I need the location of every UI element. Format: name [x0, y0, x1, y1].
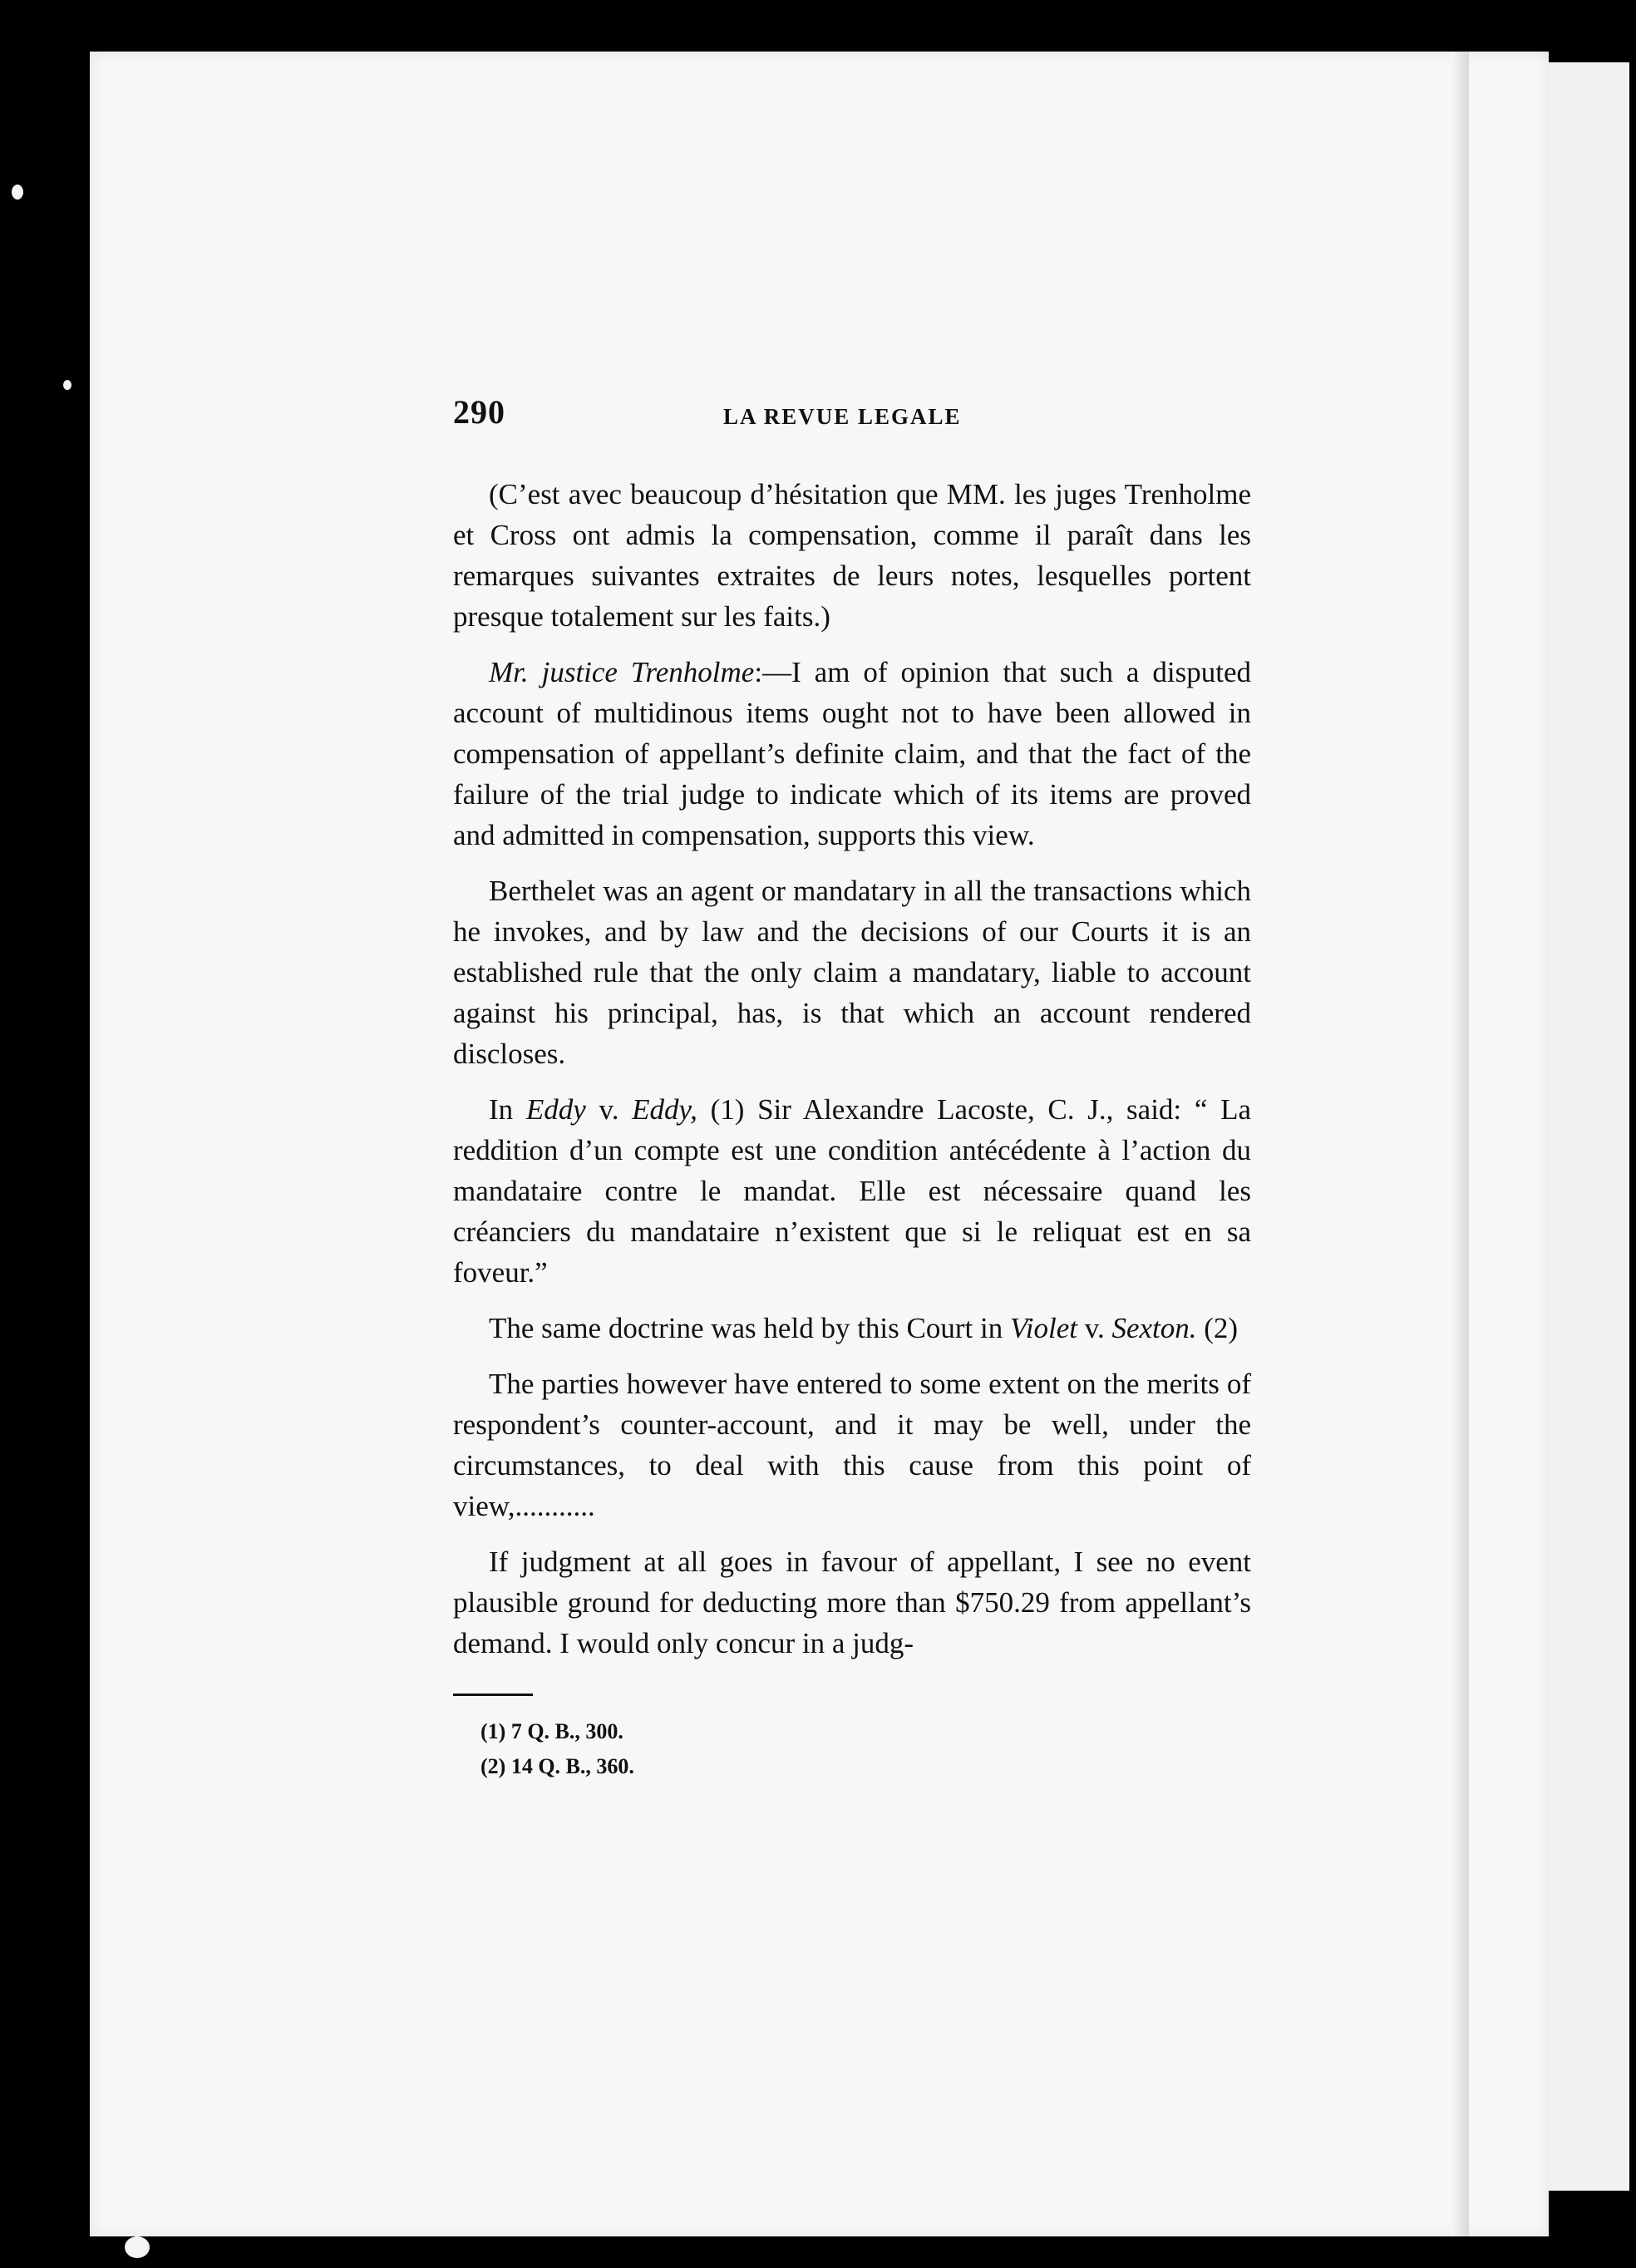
- scan-speck: [12, 185, 23, 200]
- judge-name: Mr. justice Trenholme: [489, 656, 755, 688]
- paragraph-text-post: (1) Sir Alexandre Lacoste, C. J., said: “ La reddition d’un compte est une condition antécédente à l’action du mandataire contre le mandat. Elle est nécessaire quand les créanciers du mandataire n’existent que si le reliquat est en sa foveur.”: [453, 1093, 1251, 1289]
- paragraph-text: Berthelet was an agent or mandatary in all the transactions which he invokes, and by law and the decisions of our Courts it is an established rule that the only claim a mandatary, liable to account against his principal, has, is that which an account rendered discloses.: [453, 875, 1251, 1070]
- paragraph-text-pre: The same doctrine was held by this Court in: [489, 1312, 1010, 1344]
- paragraph-text: The parties however have entered to some extent on the merits of respondent’s counter-account, and it may be well, under the circumstances, to deal with this cause from this point of view,...........: [453, 1368, 1251, 1522]
- footnote-1: (1) 7 Q. B., 300.: [480, 1719, 623, 1743]
- scan-speck: [125, 2236, 150, 2258]
- paragraph-judgment: [453, 1541, 1251, 1664]
- case-versus: v.: [1077, 1312, 1112, 1344]
- paragraph-trenholme-opinion: [453, 652, 1251, 855]
- case-name-second: Eddy,: [632, 1093, 697, 1126]
- paragraph-text-post: (2): [1196, 1312, 1239, 1344]
- page-gutter-shadow: [1451, 52, 1469, 2236]
- case-name-first: Eddy: [525, 1093, 586, 1126]
- footnote-2: (2) 14 Q. B., 360.: [480, 1754, 634, 1778]
- journal-title: LA REVUE LEGALE: [723, 404, 962, 429]
- paragraph-eddy-citation: [453, 1089, 1251, 1293]
- case-name-second: Sexton.: [1111, 1312, 1197, 1344]
- paragraph-text-pre: In: [489, 1093, 526, 1126]
- page-text-block: [453, 392, 1251, 1784]
- running-head: [453, 392, 1251, 442]
- paragraph-counter-account: [453, 1363, 1251, 1526]
- paragraph-text: If judgment at all goes in favour of appellant, I see no event plausible ground for deducting more than $750.29 from appellant’s demand. I would only concur in a judg-: [453, 1546, 1251, 1659]
- footnote-divider: [453, 1694, 533, 1696]
- paragraph-french-note: [453, 474, 1251, 637]
- paragraph-berthelet: [453, 870, 1251, 1074]
- case-name-first: Violet: [1009, 1312, 1077, 1344]
- paragraph-violet-citation: [453, 1308, 1251, 1348]
- paragraph-text: :—I am of opinion that such a disputed account of multidinous items ought not to have been allowed in compensation of appellant’s definite claim, and that the fact of the failure of the trial judge to indicate which of its items are proved and admitted in compensation, supports this view.: [453, 656, 1251, 851]
- page-number: 290: [453, 393, 505, 431]
- scan-speck: [63, 380, 71, 390]
- paragraph-text: (C’est avec beaucoup d’hésitation que MM. les juges Trenholme et Cross ont admis la compensation, comme il paraît dans les remarques suivantes extraites de leurs notes, lesquelles portent presque totalement sur les faits.): [453, 478, 1251, 633]
- case-versus: v.: [585, 1093, 633, 1126]
